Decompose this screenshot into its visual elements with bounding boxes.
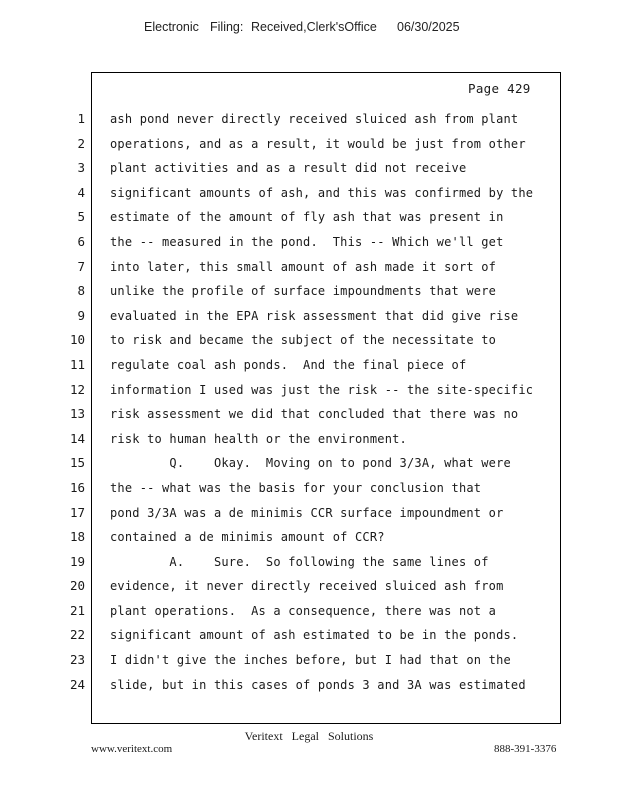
line-number: 3 xyxy=(77,160,85,176)
filing-label: Filing: xyxy=(210,20,244,34)
line-number: 10 xyxy=(69,332,85,348)
line-number: 15 xyxy=(69,455,85,471)
transcript-line: the -- what was the basis for your conclusion that xyxy=(110,480,482,495)
transcript-line: into later, this small amount of ash made it sort of xyxy=(110,259,497,274)
transcript-line: contained a de minimis amount of CCR? xyxy=(110,530,385,545)
line-number-column xyxy=(55,107,85,697)
line-number: 12 xyxy=(69,381,85,397)
line-number: 8 xyxy=(77,283,85,299)
line-number: 1 xyxy=(77,111,85,126)
line-number: 9 xyxy=(77,307,85,323)
filing-date: 06/30/2025 xyxy=(397,20,460,34)
line-number: 23 xyxy=(69,652,85,668)
filing-received: Received,Clerk'sOffice xyxy=(251,20,377,34)
line-number: 17 xyxy=(69,504,85,520)
line-number: 5 xyxy=(77,209,85,225)
line-number: 4 xyxy=(77,184,85,200)
line-number: 7 xyxy=(77,258,85,274)
footer-phone: 888-391-3376 xyxy=(494,743,557,755)
line-number: 13 xyxy=(69,406,85,422)
transcript-line: plant operations. As a consequence, there was not a xyxy=(110,603,497,618)
footer-company: Veritext Legal Solutions xyxy=(244,729,374,743)
line-number: 22 xyxy=(69,627,85,643)
transcript-line: plant activities and as a result did not receive xyxy=(110,161,467,176)
page-number: Page 429 xyxy=(468,81,531,96)
transcript-line: evidence, it never directly received sluiced ash from xyxy=(110,579,504,594)
filing-electronic: Electronic xyxy=(144,20,199,34)
filing-header xyxy=(0,20,618,38)
line-number: 19 xyxy=(69,553,85,569)
transcript-body xyxy=(110,107,550,697)
transcript-line: risk to human health or the environment. xyxy=(110,431,407,446)
transcript-line: Q. Okay. Moving on to pond 3/3A, what were xyxy=(110,456,511,471)
transcript-line: significant amount of ash estimated to be in the ponds. xyxy=(110,628,519,643)
line-number: 24 xyxy=(69,676,85,692)
line-number: 16 xyxy=(69,479,85,495)
transcript-line: pond 3/3A was a de minimis CCR surface impoundment or xyxy=(110,505,504,520)
line-number: 2 xyxy=(77,135,85,151)
line-number: 20 xyxy=(69,578,85,594)
footer-website: www.veritext.com xyxy=(91,743,173,755)
line-number: 18 xyxy=(69,529,85,545)
transcript-line: the -- measured in the pond. This -- Which we'll get xyxy=(110,234,504,249)
transcript-line: risk assessment we did that concluded that there was no xyxy=(110,407,519,422)
line-number: 11 xyxy=(69,356,85,372)
transcript-line: regulate coal ash ponds. And the final piece of xyxy=(110,357,467,372)
line-number: 14 xyxy=(69,430,85,446)
transcript-line: ash pond never directly received sluiced ash from plant xyxy=(110,112,519,126)
line-number: 21 xyxy=(69,602,85,618)
transcript-line: I didn't give the inches before, but I had that on the xyxy=(110,653,511,668)
transcript-line: A. Sure. So following the same lines of xyxy=(110,554,489,569)
transcript-line: significant amounts of ash, and this was confirmed by the xyxy=(110,185,534,200)
transcript-line: estimate of the amount of fly ash that was present in xyxy=(110,210,504,225)
transcript-line: operations, and as a result, it would be just from other xyxy=(110,136,526,151)
transcript-line: evaluated in the EPA risk assessment that did give rise xyxy=(110,308,519,323)
transcript-line: to risk and became the subject of the necessitate to xyxy=(110,333,497,348)
transcript-line: unlike the profile of surface impoundments that were xyxy=(110,284,497,299)
transcript-line: information I used was just the risk -- the site-specific xyxy=(110,382,534,397)
line-number: 6 xyxy=(77,233,85,249)
transcript-line: slide, but in this cases of ponds 3 and 3A was estimated xyxy=(110,677,526,692)
